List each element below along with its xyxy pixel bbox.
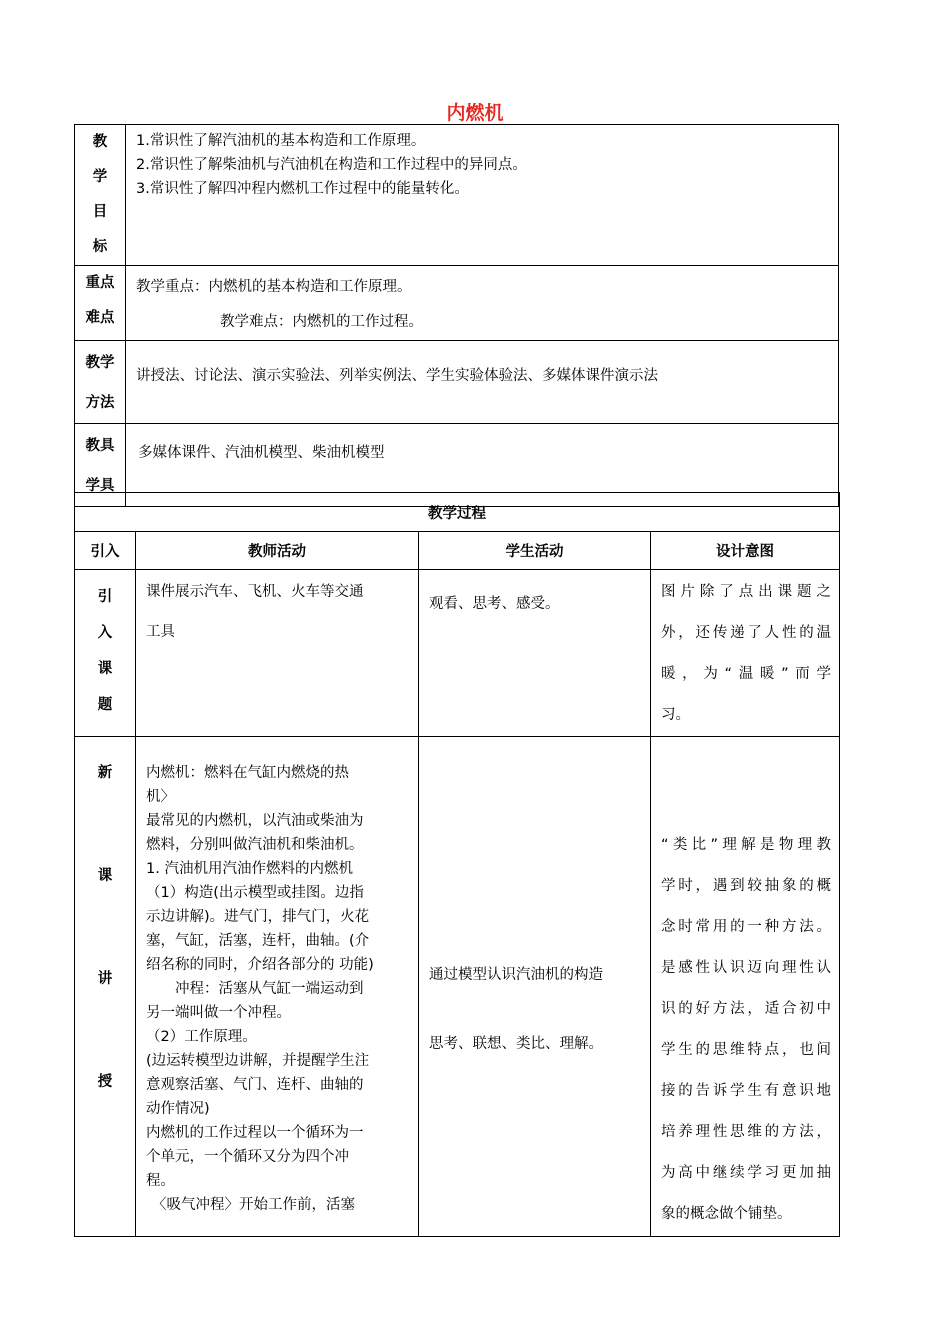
method-label-line: 教学 <box>85 355 115 371</box>
new-design-line: 象的概念做个铺垫。 <box>661 1206 792 1222</box>
intro-design-cell <box>651 570 840 737</box>
goals-label-char: 标 <box>92 239 108 255</box>
process-table <box>74 492 840 1237</box>
goals-label-char: 教 <box>92 134 108 150</box>
keypoints-label-line: 难点 <box>85 310 115 326</box>
goals-label-char: 学 <box>92 169 108 185</box>
tools-label-line: 教具 <box>85 438 115 454</box>
new-teacher-line: 冲程：活塞从气缸一端运动到 <box>146 981 364 997</box>
intro-stage-cell <box>75 570 136 737</box>
goals-label-char: 目 <box>92 204 108 220</box>
intro-teacher-cell <box>136 570 419 737</box>
new-design-line: 培养理性思维的方法， <box>661 1124 831 1140</box>
new-design-cell <box>651 737 840 1237</box>
intro-design-line: 暖，为“温暖”而学 <box>661 666 831 682</box>
new-stage-char: 新 <box>97 765 113 781</box>
method-label-line: 方法 <box>85 395 115 411</box>
new-teacher-line: 内燃机：燃料在气缸内燃烧的热 <box>146 765 349 781</box>
new-teacher-line: 意观察活塞、气门、连杆、曲轴的 <box>146 1077 364 1093</box>
new-teacher-line: 另一端叫做一个冲程。 <box>146 1005 291 1021</box>
goals-label <box>75 125 126 266</box>
table-row <box>75 737 840 1237</box>
col-header-teacher: 教师活动 <box>136 532 419 570</box>
new-teacher-line: (边运转模型边讲解，并提醒学生注 <box>146 1053 370 1069</box>
intro-teacher-line: 课件展示汽车、飞机、火车等交通 <box>146 584 364 600</box>
tools-label-line: 学具 <box>85 478 115 494</box>
col-header-student: 学生活动 <box>419 532 651 570</box>
new-teacher-line: 个单元，一个循环又分为四个冲 <box>146 1149 349 1165</box>
new-student-cell <box>419 737 651 1237</box>
new-design-line: 学生的思维特点，也间 <box>661 1042 831 1058</box>
tools-text: 多媒体课件、汽油机模型、柴油机模型 <box>138 445 385 461</box>
new-teacher-line: 动作情况) <box>146 1101 210 1117</box>
process-heading: 教学过程 <box>75 493 840 532</box>
goals-cell <box>126 125 839 266</box>
goal-item: 2.常识性了解柴油机与汽油机在构造和工作过程中的异同点。 <box>136 157 527 173</box>
new-teacher-line: （1）构造(出示模型或挂图。边指 <box>146 885 364 901</box>
keypoints-label-line: 重点 <box>85 275 115 291</box>
col-header-stage: 引入 <box>75 532 136 570</box>
new-student-text-1: 通过模型认识汽油机的构造 <box>429 967 603 983</box>
new-teacher-line: 示边讲解)。进气门，排气门，火花 <box>146 909 370 925</box>
new-teacher-line: 塞，气缸，活塞，连杆，曲轴。(介 <box>146 933 370 949</box>
new-teacher-line: 〈吸气冲程〉开始工作前，活塞 <box>152 1197 355 1213</box>
method-cell <box>126 341 839 424</box>
method-text: 讲授法、讨论法、演示实验法、列举实例法、学生实验体验法、多媒体课件演示法 <box>136 368 658 384</box>
new-student-text-2: 思考、联想、类比、理解。 <box>429 1036 603 1052</box>
new-design-line: 接的告诉学生有意识地 <box>661 1083 831 1099</box>
intro-design-line: 习。 <box>661 707 690 723</box>
new-teacher-cell <box>136 737 419 1237</box>
intro-design-line: 图片除了点出课题之 <box>661 584 831 600</box>
goal-item: 1.常识性了解汽油机的基本构造和工作原理。 <box>136 133 426 149</box>
intro-stage-char: 入 <box>97 625 113 641</box>
page-title: 内燃机 <box>446 102 504 124</box>
new-teacher-line: 内燃机的工作过程以一个循环为一 <box>146 1125 364 1141</box>
new-design-line: 为高中继续学习更加抽 <box>661 1165 831 1181</box>
lesson-info-table <box>74 124 839 507</box>
new-stage-char: 课 <box>97 868 113 884</box>
new-teacher-line: 1. 汽油机用汽油作燃料的内燃机 <box>146 861 353 877</box>
intro-stage-char: 题 <box>97 697 113 713</box>
intro-stage-char: 引 <box>97 589 113 605</box>
intro-student-cell <box>419 570 651 737</box>
intro-student-text: 观看、思考、感受。 <box>429 596 560 612</box>
new-teacher-line: 燃料，分别叫做汽油机和柴油机。 <box>146 837 364 853</box>
goal-item: 3.常识性了解四冲程内燃机工作过程中的能量转化。 <box>136 181 469 197</box>
intro-stage-char: 课 <box>97 661 113 677</box>
method-label <box>75 341 126 424</box>
new-teacher-line: （2）工作原理。 <box>146 1029 257 1045</box>
key-point: 教学重点：内燃机的基本构造和工作原理。 <box>136 279 412 295</box>
new-stage-char: 授 <box>97 1074 113 1090</box>
new-teacher-line: 最常见的内燃机，以汽油或柴油为 <box>146 813 364 829</box>
new-design-line: “类比”理解是物理教 <box>661 837 831 853</box>
new-teacher-line: 绍名称的同时，介绍各部分的 功能) <box>146 957 374 973</box>
intro-design-line: 外，还传递了人性的温 <box>661 625 831 641</box>
new-stage-cell <box>75 737 136 1237</box>
keypoints-label <box>75 266 126 341</box>
new-stage-char: 讲 <box>97 971 113 987</box>
keypoints-cell <box>126 266 839 341</box>
new-design-line: 是感性认识迈向理性认 <box>661 960 831 976</box>
col-header-design: 设计意图 <box>651 532 840 570</box>
new-teacher-line: 机〉 <box>146 789 175 805</box>
table-row <box>75 570 840 737</box>
new-design-line: 学时，遇到较抽象的概 <box>661 878 831 894</box>
new-teacher-line: 程。 <box>146 1173 175 1189</box>
intro-teacher-line: 工具 <box>146 624 175 640</box>
difficult-point: 教学难点：内燃机的工作过程。 <box>220 314 423 330</box>
new-design-line: 念时常用的一种方法。 <box>661 919 831 935</box>
new-design-line: 识的好方法，适合初中 <box>661 1001 831 1017</box>
